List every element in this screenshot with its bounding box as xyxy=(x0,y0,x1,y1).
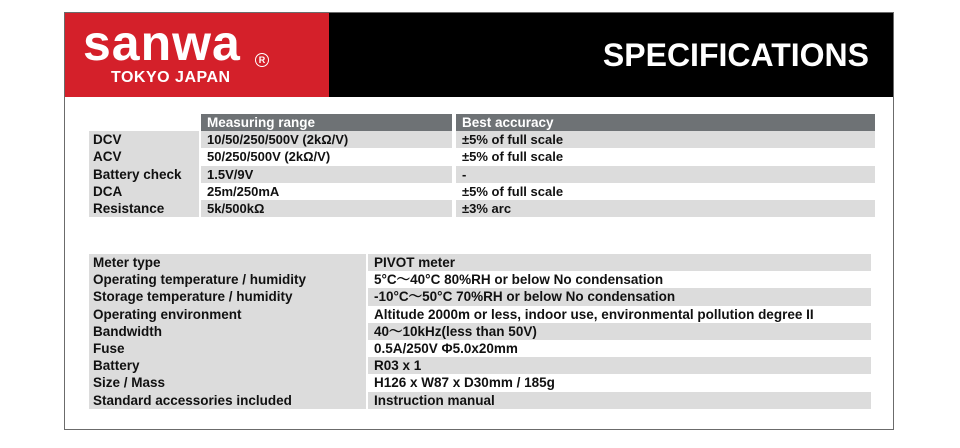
title-band xyxy=(329,13,893,97)
spec-value: Instruction manual xyxy=(368,392,871,409)
spec-label: Fuse xyxy=(89,340,366,357)
table-row xyxy=(89,288,871,305)
row-range: 1.5V/9V xyxy=(201,166,452,183)
spec-label: Battery xyxy=(89,357,366,374)
spec-value: H126 x W87 x D30mm / 185g xyxy=(368,374,871,391)
table-row xyxy=(89,323,871,340)
row-label: Battery check xyxy=(89,166,199,183)
table-row xyxy=(89,254,871,271)
spec-table xyxy=(89,254,871,409)
table-row xyxy=(89,374,871,391)
spec-value: 40～10kHz(less than 50V) xyxy=(368,323,871,340)
row-accuracy: ±3% arc xyxy=(456,200,875,217)
row-range: 50/250/500V (2kΩ/V) xyxy=(201,148,452,165)
spec-value: R03 x 1 xyxy=(368,357,871,374)
header-cell-accuracy: Best accuracy xyxy=(456,114,875,131)
table-row xyxy=(89,392,871,409)
table-row xyxy=(89,340,871,357)
row-label: ACV xyxy=(89,148,199,165)
spec-sheet xyxy=(64,12,894,430)
row-accuracy: ±5% of full scale xyxy=(456,183,875,200)
spec-label: Standard accessories included xyxy=(89,392,366,409)
spec-label: Operating environment xyxy=(89,306,366,323)
spec-value: -10°C～50°C 70%RH or below No condensation xyxy=(368,288,871,305)
spec-value: PIVOT meter xyxy=(368,254,871,271)
row-label: DCV xyxy=(89,131,199,148)
row-accuracy: ±5% of full scale xyxy=(456,148,875,165)
range-table xyxy=(89,114,875,217)
spec-value: Altitude 2000m or less, indoor use, environmental pollution degree II xyxy=(368,306,871,323)
spec-label: Meter type xyxy=(89,254,366,271)
row-range: 10/50/250/500V (2kΩ/V) xyxy=(201,131,452,148)
range-table-header xyxy=(89,114,875,131)
row-range: 25m/250mA xyxy=(201,183,452,200)
table-row xyxy=(89,183,875,200)
spec-label: Operating temperature / humidity xyxy=(89,271,366,288)
table-row xyxy=(89,357,871,374)
brand-subtitle: TOKYO JAPAN xyxy=(111,69,231,86)
spec-label: Bandwidth xyxy=(89,323,366,340)
page-title: SPECIFICATIONS xyxy=(602,37,869,73)
row-label: Resistance xyxy=(89,200,199,217)
row-accuracy: ±5% of full scale xyxy=(456,131,875,148)
row-range: 5k/500kΩ xyxy=(201,200,452,217)
table-row xyxy=(89,271,871,288)
spec-label: Size / Mass xyxy=(89,374,366,391)
spec-value: 5°C～40°C 80%RH or below No condensation xyxy=(368,271,871,288)
registered-mark-icon: R xyxy=(255,53,269,67)
brand-logo xyxy=(65,13,329,97)
header-cell-range: Measuring range xyxy=(201,114,452,131)
spec-value: 0.5A/250V Φ5.0x20mm xyxy=(368,340,871,357)
table-row xyxy=(89,306,871,323)
table-row xyxy=(89,148,875,165)
brand-name: sanwa xyxy=(83,15,241,71)
header-cell-item xyxy=(89,114,199,131)
table-row xyxy=(89,166,875,183)
row-label: DCA xyxy=(89,183,199,200)
table-row xyxy=(89,131,875,148)
table-row xyxy=(89,200,875,217)
spec-label: Storage temperature / humidity xyxy=(89,288,366,305)
row-accuracy: - xyxy=(456,166,875,183)
header xyxy=(65,13,893,97)
